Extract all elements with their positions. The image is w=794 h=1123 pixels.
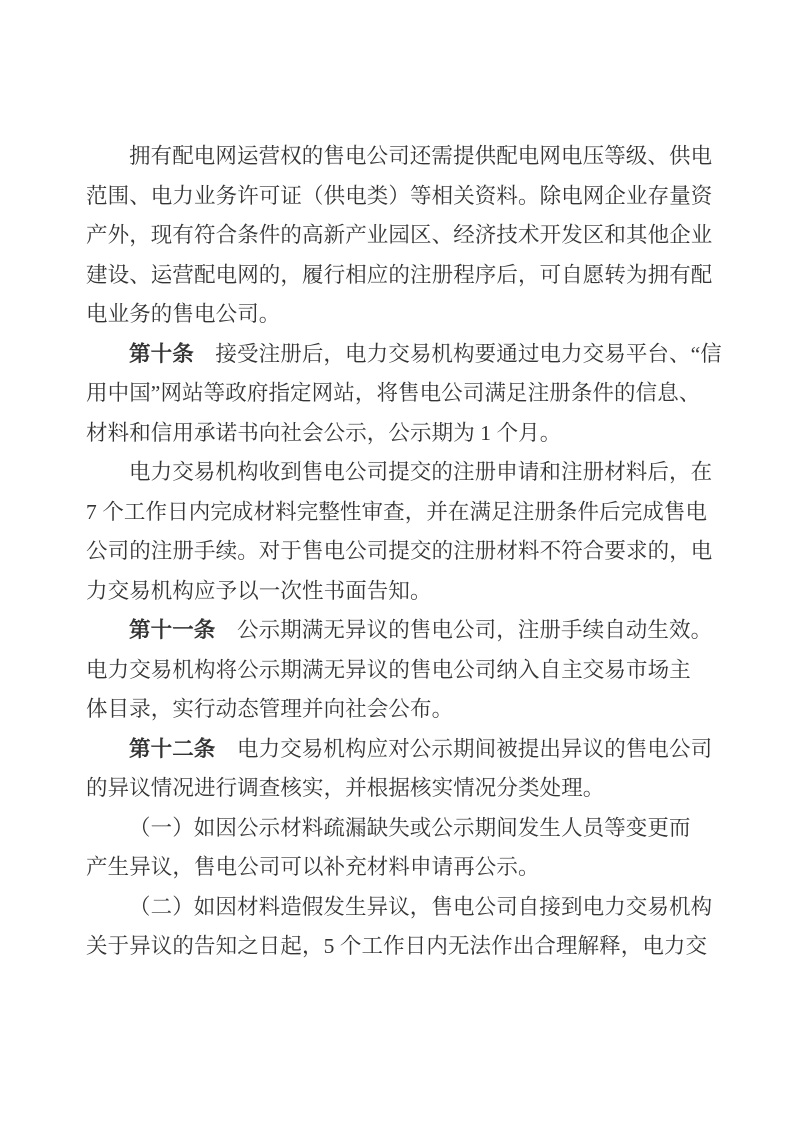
document-line	[86, 374, 718, 414]
line-text: 7 个工作日内完成材料完整性审查，并在满足注册条件后完成售电	[86, 499, 708, 524]
line-text: 力交易机构应予以一次性书面告知。	[86, 578, 432, 603]
line-text: 材料和信用承诺书向社会公示，公示期为 1 个月。	[86, 420, 562, 445]
document-line	[86, 651, 718, 691]
document-line	[86, 730, 718, 770]
line-text: 拥有配电网运营权的售电公司还需提供配电网电压等级、供电	[129, 144, 713, 168]
document-line	[86, 572, 718, 612]
document-line	[86, 493, 718, 533]
line-text: 电力交易机构收到售电公司提交的注册申请和注册材料后，在	[129, 460, 713, 484]
document-line	[86, 927, 718, 967]
line-text: 产外，现有符合条件的高新产业园区、经济技术开发区和其他企业	[86, 223, 713, 247]
line-text: 接受注册后，电力交易机构要通过电力交易平台、“信	[193, 341, 722, 366]
paragraph-article-10	[86, 335, 722, 454]
paragraph-distribution-network	[86, 137, 718, 335]
line-text: （一）如因公示材料疏漏缺失或公示期间发生人员等变更而	[129, 815, 691, 840]
document-line	[86, 216, 718, 256]
line-text: 电力交易机构应对公示期间被提出异议的售电公司	[215, 736, 713, 761]
document-line	[86, 335, 722, 375]
line-text: 用中国”网站等政府指定网站，将售电公司满足注册条件的信息、	[86, 381, 701, 405]
line-text: 公示期满无异议的售电公司，注册手续自动生效。	[215, 618, 713, 642]
line-text: 范围、电力业务许可证（供电类）等相关资料。除电网企业存量资	[86, 183, 713, 208]
paragraph-item-1	[86, 809, 718, 888]
document-line	[86, 532, 718, 572]
paragraph-article-12	[86, 730, 718, 809]
document-line	[86, 295, 718, 335]
line-text: 公司的注册手续。对于售电公司提交的注册材料不符合要求的，电	[86, 539, 713, 563]
document-line	[86, 611, 718, 651]
document-line	[86, 888, 718, 928]
document-text-block	[86, 137, 722, 967]
line-text: 建设、运营配电网的，履行相应的注册程序后，可自愿转为拥有配	[86, 262, 713, 287]
document-line	[86, 137, 718, 177]
article-number: 第十二条	[129, 736, 216, 761]
article-number: 第十条	[129, 341, 194, 366]
document-line	[86, 177, 718, 217]
line-text: 关于异议的告知之日起，5 个工作日内无法作出合理解释，电力交	[86, 934, 708, 958]
document-line	[86, 453, 718, 493]
line-text: 产生异议，售电公司可以补充材料申请再公示。	[86, 855, 540, 879]
article-number: 第十一条	[129, 618, 216, 642]
line-text: （二）如因材料造假发生异议，售电公司自接到电力交易机构	[129, 894, 713, 919]
paragraph-article-11	[86, 611, 718, 730]
paragraph-registration-review	[86, 453, 718, 611]
line-text: 电业务的售电公司。	[86, 302, 281, 326]
line-text: 体目录，实行动态管理并向社会公布。	[86, 697, 454, 721]
line-text: 电力交易机构将公示期满无异议的售电公司纳入自主交易市场主	[86, 657, 691, 682]
document-line	[86, 809, 718, 849]
document-line	[86, 769, 718, 809]
document-line	[86, 848, 718, 888]
document-line	[86, 256, 718, 296]
paragraph-item-2	[86, 888, 718, 967]
document-line	[86, 690, 718, 730]
document-line	[86, 414, 718, 454]
line-text: 的异议情况进行调查核实，并根据核实情况分类处理。	[86, 776, 605, 800]
